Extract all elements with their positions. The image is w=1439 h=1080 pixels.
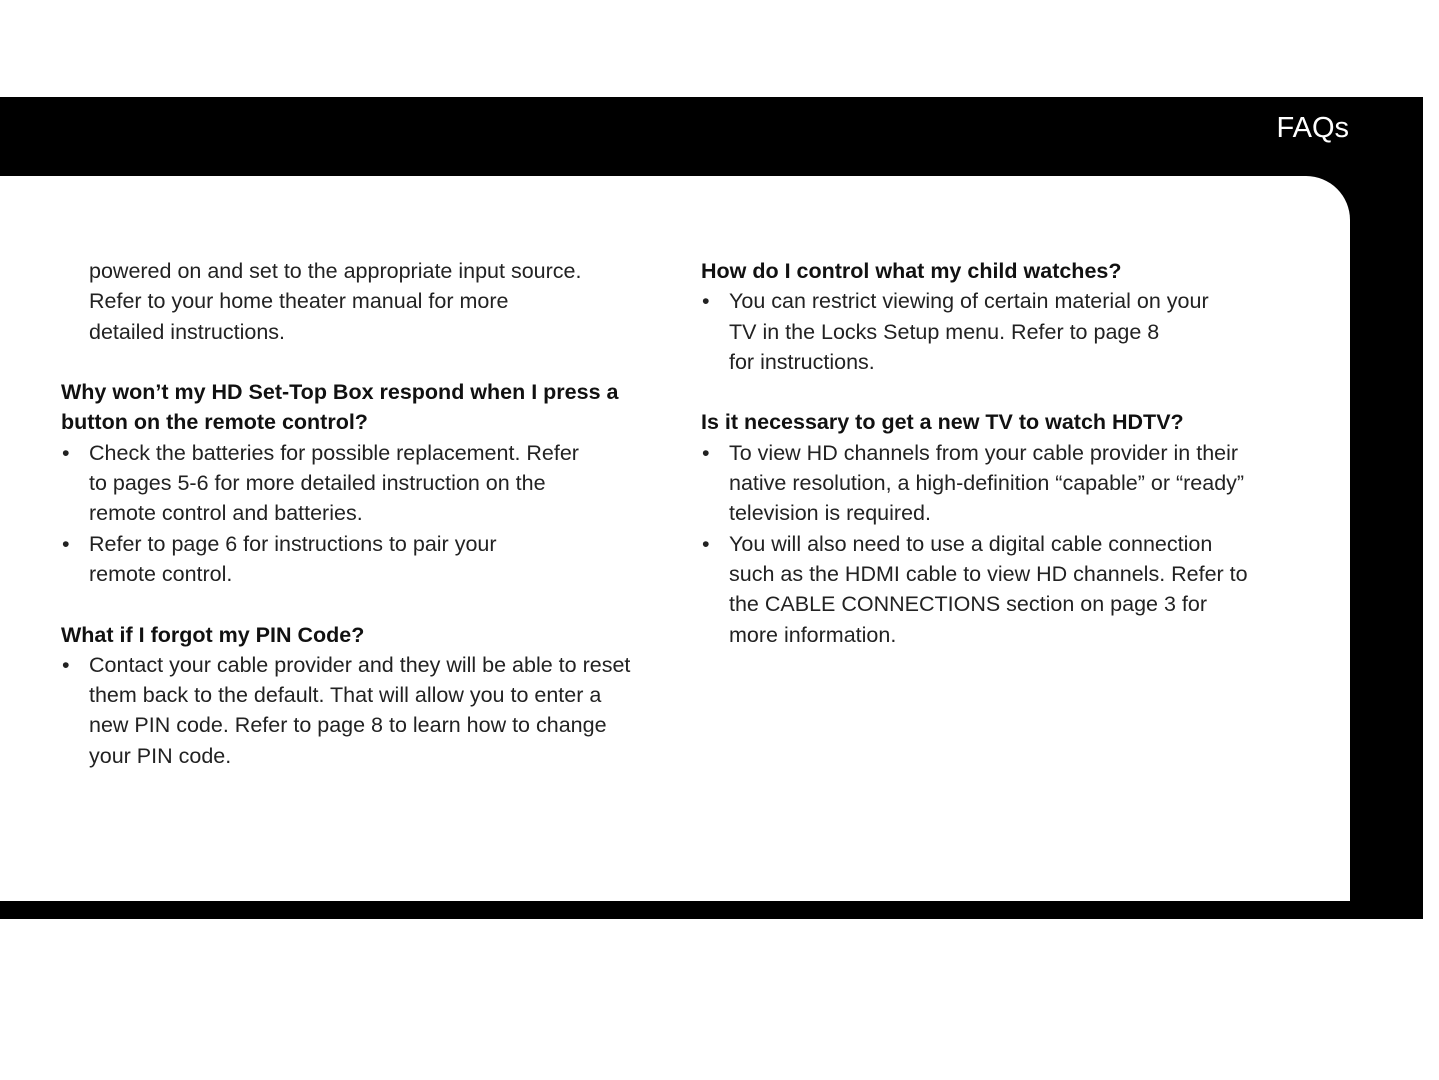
faq-answer-list bbox=[701, 438, 1301, 650]
faq-item-parental-control bbox=[701, 256, 1301, 377]
text-line: TV in the Locks Setup menu. Refer to page 8 bbox=[729, 319, 1160, 344]
text-line: Is it necessary to get a new TV to watch HDTV? bbox=[701, 410, 1184, 435]
faq-item-new-tv-for-hdtv bbox=[701, 407, 1301, 649]
faq-answer-bullet bbox=[61, 650, 681, 771]
text-line: your PIN code. bbox=[89, 743, 232, 768]
text-line: such as the HDMI cable to view HD channels. Refer to bbox=[729, 561, 1248, 586]
faq-answer-bullet bbox=[701, 529, 1301, 650]
section-title: FAQs bbox=[1276, 112, 1349, 144]
text-line: remote control and batteries. bbox=[89, 501, 363, 526]
faq-answer-bullet bbox=[701, 286, 1301, 377]
page-frame bbox=[0, 97, 1423, 919]
text-line: You can restrict viewing of certain material on your bbox=[729, 289, 1209, 314]
text-line: You will also need to use a digital cable connection bbox=[729, 531, 1213, 556]
text-line: detailed instructions. bbox=[89, 319, 285, 344]
faq-answer-bullet bbox=[61, 529, 681, 590]
text-line: them back to the default. That will allow you to enter a bbox=[89, 683, 602, 708]
text-line: button on the remote control? bbox=[61, 410, 368, 435]
faq-question bbox=[61, 377, 681, 438]
text-line: Contact your cable provider and they will be able to reset bbox=[89, 652, 631, 677]
faq-answer-list bbox=[61, 438, 681, 589]
text-line: What if I forgot my PIN Code? bbox=[61, 622, 365, 647]
faq-question bbox=[61, 620, 681, 650]
faq-question bbox=[701, 256, 1301, 286]
text-line: Refer to your home theater manual for more bbox=[89, 289, 509, 314]
left-column bbox=[61, 256, 681, 801]
text-line: powered on and set to the appropriate input source. bbox=[89, 259, 582, 283]
text-line: remote control. bbox=[89, 561, 233, 586]
text-line: Refer to page 6 for instructions to pair your bbox=[89, 531, 497, 556]
text-line: to pages 5-6 for more detailed instruction on the bbox=[89, 471, 546, 496]
text-line: native resolution, a high-definition “capable” or “ready” bbox=[729, 471, 1245, 496]
continued-answer-text bbox=[61, 256, 681, 347]
text-line: How do I control what my child watches? bbox=[701, 259, 1122, 283]
content-panel bbox=[0, 176, 1350, 901]
text-line: for instructions. bbox=[729, 349, 875, 374]
right-column bbox=[701, 256, 1301, 680]
faq-item-forgot-pin bbox=[61, 620, 681, 771]
faq-answer-bullet bbox=[61, 438, 681, 529]
text-line: To view HD channels from your cable provider in their bbox=[729, 440, 1239, 465]
faq-item-remote-not-responding bbox=[61, 377, 681, 589]
faq-answer-list bbox=[701, 286, 1301, 377]
text-line: television is required. bbox=[729, 501, 931, 526]
text-line: Check the batteries for possible replacement. Refer bbox=[89, 440, 579, 465]
faq-answer-bullet bbox=[701, 438, 1301, 529]
text-line: new PIN code. Refer to page 8 to learn how to change bbox=[89, 713, 607, 738]
text-line: the CABLE CONNECTIONS section on page 3 for bbox=[729, 592, 1207, 617]
faq-answer-list bbox=[61, 650, 681, 771]
text-line: more information. bbox=[729, 622, 897, 647]
faq-question bbox=[701, 407, 1301, 437]
text-line: Why won’t my HD Set-Top Box respond when I press a bbox=[61, 380, 619, 405]
